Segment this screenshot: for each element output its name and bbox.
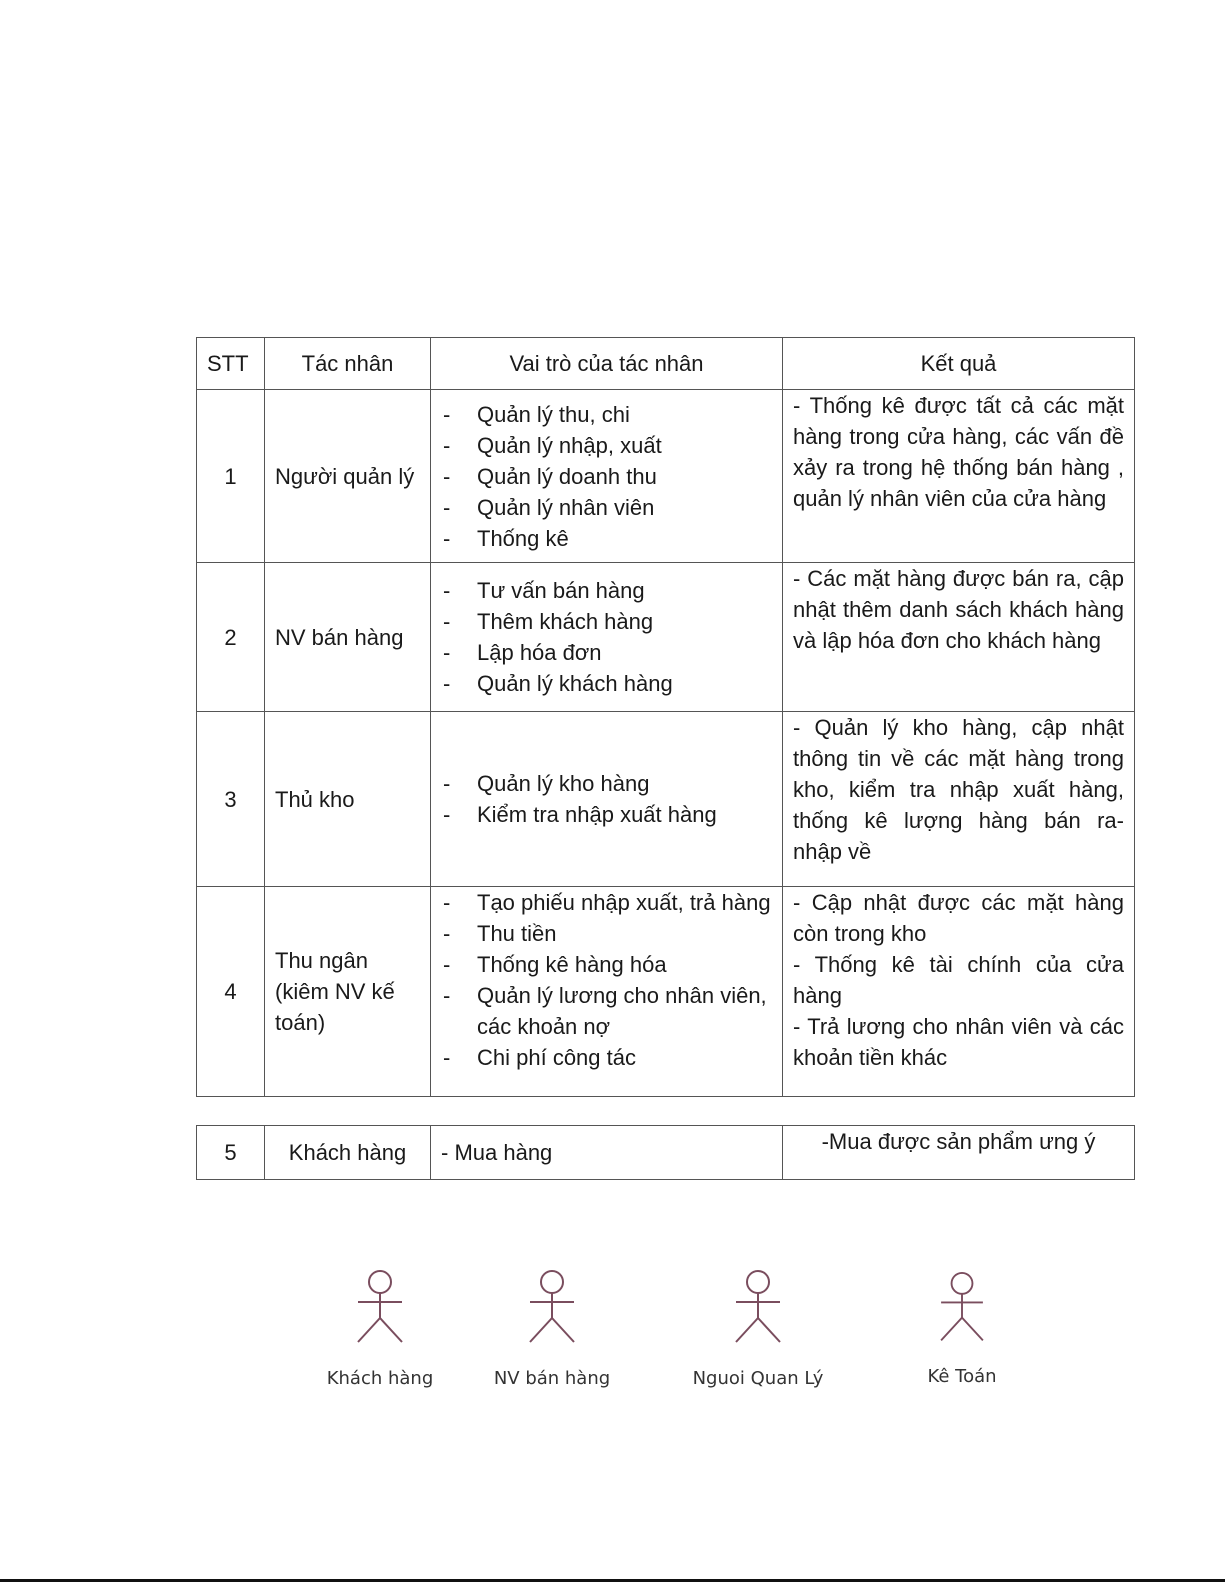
table-row xyxy=(197,887,1135,1097)
role-item: - Quản lý thu, chi xyxy=(441,399,772,430)
role-item: - Lập hóa đơn xyxy=(441,637,772,668)
actor-label: Kê Toán xyxy=(927,1366,997,1387)
role-item: - Quản lý doanh thu xyxy=(441,461,772,492)
table-row xyxy=(197,1126,1135,1180)
row-actor: Khách hàng xyxy=(265,1126,431,1180)
result-text: - Trả lương cho nhân viên và các khoản tiền khác xyxy=(793,1014,1124,1070)
row-actor: NV bán hàng xyxy=(265,563,431,712)
role-item: - Quản lý lương cho nhân viên, các khoản nợ xyxy=(441,980,772,1042)
table-row xyxy=(197,712,1135,887)
row-result: -Mua được sản phẩm ưng ý xyxy=(783,1126,1135,1180)
actor-table-continued xyxy=(196,1125,1135,1180)
role-item: - Thống kê hàng hóa xyxy=(441,949,772,980)
actor-figure xyxy=(472,1270,632,1389)
row-actor: Người quản lý xyxy=(265,390,431,563)
row-roles xyxy=(431,390,783,563)
role-item: - Chi phí công tác xyxy=(441,1042,772,1073)
row-roles xyxy=(431,887,783,1097)
stick-figure-icon xyxy=(932,1272,992,1348)
stick-figure-icon xyxy=(728,1270,788,1350)
row-stt: 5 xyxy=(197,1126,265,1180)
result-text: - Thống kê được tất cả các mặt hàng trong cửa hàng, các vấn đề xảy ra trong hệ thống bán hàng , quản lý nhân viên của cửa hàng xyxy=(793,393,1124,511)
role-item: - Quản lý kho hàng xyxy=(441,768,772,799)
actor-label: Khách hàng xyxy=(326,1368,434,1389)
role-item: - Thu tiền xyxy=(441,918,772,949)
role-item: - Quản lý nhân viên xyxy=(441,492,772,523)
row-actor: Thu ngân (kiêm NV kế toán) xyxy=(265,887,431,1097)
table-row xyxy=(197,563,1135,712)
header-actor: Tác nhân xyxy=(265,338,431,390)
row-result xyxy=(783,390,1135,563)
header-stt: STT xyxy=(197,338,265,390)
header-row xyxy=(197,338,1135,390)
header-role: Vai trò của tác nhân xyxy=(431,338,783,390)
actor-figure xyxy=(300,1270,460,1389)
row-result xyxy=(783,563,1135,712)
row-roles: - Mua hàng xyxy=(431,1126,783,1180)
row-roles xyxy=(431,712,783,887)
row-actor: Thủ kho xyxy=(265,712,431,887)
row-result xyxy=(783,887,1135,1097)
row-stt: 2 xyxy=(197,563,265,712)
result-text: - Quản lý kho hàng, cập nhật thông tin về các mặt hàng trong kho, kiểm tra nhập xuất hàng, thống kê lượng hàng bán ra- nhập về xyxy=(793,715,1124,864)
table-row xyxy=(197,390,1135,563)
actor-table xyxy=(196,337,1135,1097)
stick-figure-icon xyxy=(350,1270,410,1350)
row-roles xyxy=(431,563,783,712)
role-item: - Tư vấn bán hàng xyxy=(441,575,772,606)
role-item: - Kiểm tra nhập xuất hàng xyxy=(441,799,772,830)
role-item: - Thống kê xyxy=(441,523,772,554)
actor-figure xyxy=(882,1272,1042,1387)
actor-label: Nguoi Quan Lý xyxy=(692,1368,824,1389)
row-result xyxy=(783,712,1135,887)
role-item: - Quản lý khách hàng xyxy=(441,668,772,699)
row-stt: 3 xyxy=(197,712,265,887)
role-item: - Quản lý nhập, xuất xyxy=(441,430,772,461)
result-text: - Cập nhật được các mặt hàng còn trong kho xyxy=(793,890,1124,946)
role-item: - Tạo phiếu nhập xuất, trả hàng xyxy=(441,887,772,918)
result-text: - Thống kê tài chính của cửa hàng xyxy=(793,952,1124,1008)
result-text: - Các mặt hàng được bán ra, cập nhật thêm danh sách khách hàng và lập hóa đơn cho khách hàng xyxy=(793,566,1124,653)
actor-figure xyxy=(678,1270,838,1389)
role-item: - Thêm khách hàng xyxy=(441,606,772,637)
header-result: Kết quả xyxy=(783,338,1135,390)
stick-figure-icon xyxy=(522,1270,582,1350)
page-divider xyxy=(0,1579,1225,1582)
row-stt: 1 xyxy=(197,390,265,563)
row-stt: 4 xyxy=(197,887,265,1097)
actor-label: NV bán hàng xyxy=(493,1368,611,1389)
actor-diagram xyxy=(300,1270,1060,1410)
